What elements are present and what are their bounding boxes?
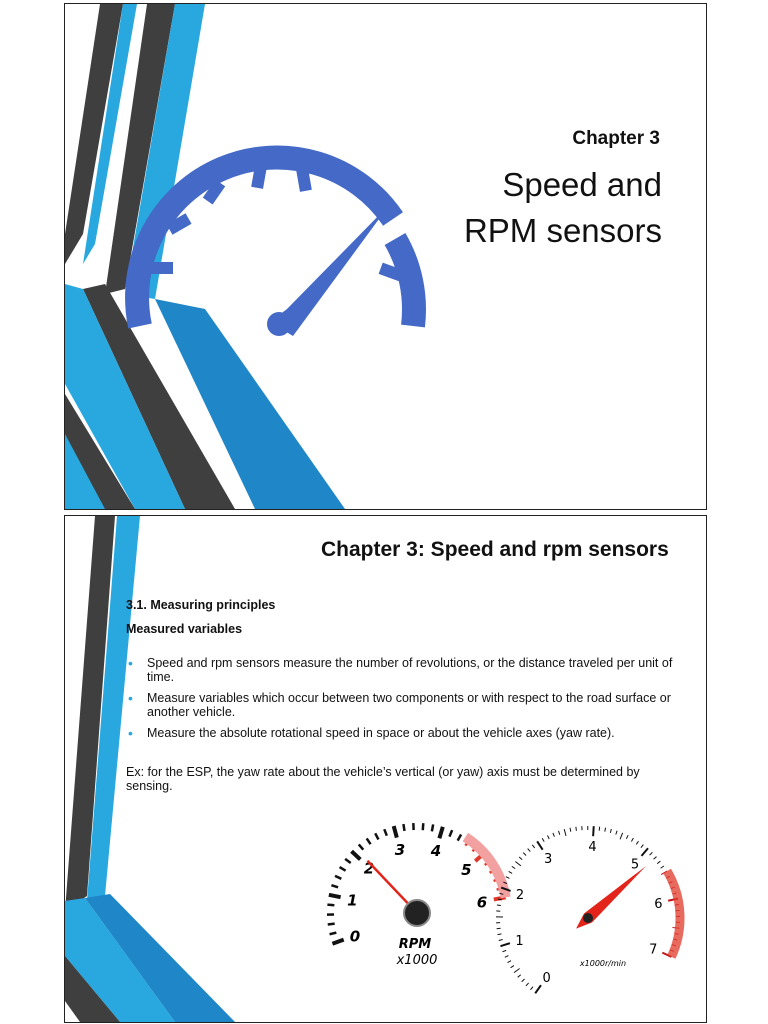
gauge-tick-label: 4: [430, 841, 442, 860]
tachometer-label: RPM: [398, 937, 432, 952]
gauge-tick: [505, 956, 509, 958]
tachometer-left: [305, 801, 488, 1021]
gauge-tick: [502, 950, 506, 951]
gauge-tick: [526, 983, 529, 986]
example-text: Ex: for the ESP, the yaw rate about the vehicle’s vertical (or yaw) axis must be determined by sensing.: [126, 765, 640, 793]
gauge-tick: [636, 841, 638, 844]
gauge-tick: [650, 852, 653, 855]
gauge-tick: [500, 943, 510, 946]
gauge-tick: [352, 851, 361, 859]
gauge-tick: [593, 826, 594, 836]
gauge-tick-label: 3: [544, 852, 553, 868]
gauge-tick: [394, 826, 397, 838]
gauge-tick: [403, 824, 404, 831]
gauge-tick: [576, 827, 577, 831]
gauge-tick: [439, 827, 442, 838]
gauge-tick-label: 5: [630, 857, 640, 873]
gauge-tick: [558, 831, 559, 835]
gauge-tick-label: 1: [515, 934, 524, 950]
gauge-tick: [626, 835, 628, 839]
gauge-tick: [641, 848, 648, 856]
gauge-tick-label: 6: [476, 893, 488, 912]
gauge-tick: [570, 828, 571, 832]
gauge-tick: [631, 838, 633, 841]
gauge-tick: [328, 924, 335, 925]
gauge-tick: [641, 845, 643, 848]
gauge-tick-label: 0: [349, 927, 361, 946]
gauge-tick: [497, 905, 501, 906]
bullet-item: • Speed and rpm sensors measure the number of revolutions, or the distance traveled per unit of time.: [128, 655, 673, 684]
gauge-tick: [620, 833, 623, 839]
gauge-tick: [547, 835, 549, 839]
tachometer-unit: x1000r/min: [579, 959, 627, 968]
bullet-list: [126, 656, 686, 747]
gauge-tick: [657, 861, 660, 863]
gauge-tick: [511, 966, 514, 968]
title-slide: [64, 3, 707, 510]
gauge-tick: [329, 895, 341, 897]
gauge-tick: [605, 828, 606, 832]
subsection-heading: Measured variables: [126, 622, 243, 636]
content-slide: [64, 515, 707, 1023]
gauge-tick: [542, 838, 544, 841]
gauge-tick: [522, 979, 525, 982]
title-line-2: RPM sensors: [463, 212, 662, 249]
gauge-tick: [564, 829, 566, 836]
title-line-1: Speed and: [502, 166, 662, 203]
slide-title: Chapter 3: Speed and rpm sensors: [321, 538, 669, 561]
gauge-tick: [331, 885, 338, 887]
gauge-tick: [327, 905, 334, 906]
bullet-icon: •: [128, 655, 133, 671]
gauge-tick: [345, 859, 351, 863]
redline-band: [667, 871, 680, 957]
speedometer-graphic: [65, 4, 706, 509]
gauge-tick: [367, 838, 371, 844]
gauge-tick-label: 0: [542, 970, 551, 986]
gauge-tick: [553, 833, 555, 837]
gauge-tick-label: 1: [347, 891, 358, 910]
gauge-tick: [432, 824, 433, 831]
gauge-tick: [335, 876, 341, 879]
gauge-tick: [498, 899, 502, 900]
gauge-tick: [508, 961, 511, 963]
gauge-tick-label: 2: [515, 888, 525, 904]
bullet-icon: •: [128, 725, 133, 741]
gauge-tick: [503, 882, 507, 884]
gauge-tick: [506, 877, 510, 879]
gauge-tick-label: 7: [649, 942, 658, 958]
gauge-tick: [599, 827, 600, 831]
gauge-tick: [499, 893, 503, 894]
gauge-tick: [458, 835, 461, 841]
gauge-tick-label: 3: [394, 841, 406, 860]
gauge-tick: [532, 845, 534, 848]
gauge-tick: [359, 844, 364, 849]
gauge-tick: [332, 940, 343, 944]
bullet-icon: •: [128, 690, 133, 706]
gauge-tick: [501, 888, 510, 891]
gauge-tick: [514, 968, 520, 972]
gauge-tick-label: 4: [588, 840, 597, 856]
gauge-tick: [518, 975, 521, 978]
gauge-tick: [528, 849, 531, 852]
gauge-tick: [449, 830, 452, 836]
gauge-tick-label: 5: [461, 861, 472, 880]
gauge-tick: [384, 829, 387, 836]
bullet-item: • Measure the absolute rotational speed in space or about the vehicle axes (yaw rate).: [128, 725, 615, 741]
gauge-tick: [537, 841, 543, 849]
gauge-tick: [661, 866, 664, 868]
gauge-tick: [654, 857, 657, 860]
gauge-tick: [610, 829, 611, 833]
gauge-tick: [509, 871, 512, 873]
section-heading: 3.1. Measuring principles: [126, 598, 276, 612]
slide-title: [464, 162, 662, 254]
gauge-tick: [512, 866, 515, 868]
chapter-label: Chapter 3: [572, 128, 660, 149]
gauge-tick: [498, 934, 502, 935]
gauge-tick: [515, 862, 521, 866]
tachometer-right: [483, 806, 693, 986]
gauge-tick: [330, 933, 337, 935]
needle-hub: [404, 900, 430, 926]
gauge-tick: [340, 867, 346, 871]
bullet-item: • Measure variables which occur between two components or with respect to the road surface or another vehicle.: [128, 690, 671, 719]
gauge-tick: [523, 853, 526, 856]
gauge-tick: [519, 857, 522, 860]
gauge-tick: [375, 833, 378, 839]
gauge-tick: [616, 831, 617, 835]
gauge-tick-label: 6: [654, 896, 663, 912]
needle-hub: [583, 913, 593, 923]
gauge-tick: [499, 940, 503, 941]
gauge-tick-label: 2: [363, 859, 375, 878]
tachometer-unit: x1000: [396, 953, 438, 968]
